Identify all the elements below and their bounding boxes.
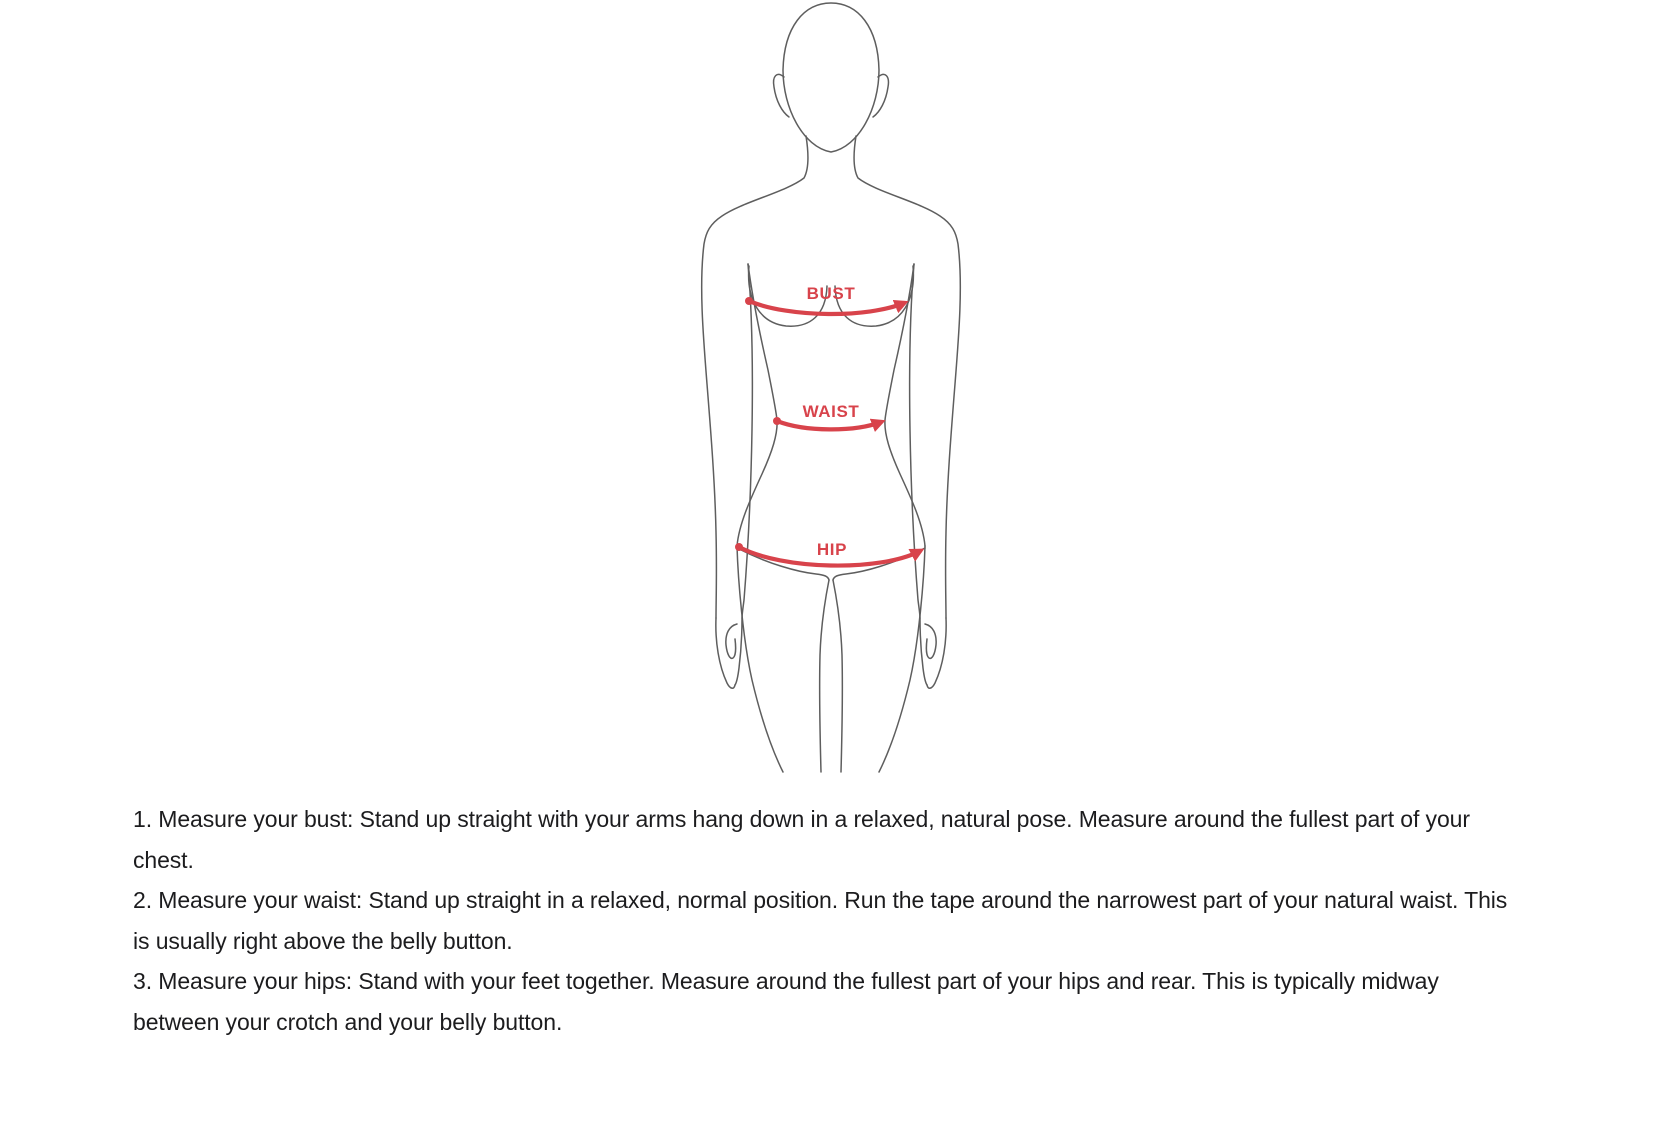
step-2-number: 2. [133, 887, 152, 913]
instruction-step-3 [133, 961, 1515, 1042]
waist-label: WAIST [802, 402, 860, 421]
waist-arrow [777, 421, 881, 429]
left-ear-outline [774, 74, 789, 117]
right-hand-outline [927, 618, 946, 688]
left-thumb-outline [726, 624, 737, 658]
right-shoulder-arm-outline [854, 136, 960, 618]
figure-illustration [600, 0, 980, 780]
left-inner-leg-outline [820, 580, 829, 772]
head-outline [783, 3, 879, 152]
right-inner-arm-outline [910, 264, 920, 618]
body-measurement-diagram [600, 0, 980, 780]
instruction-step-1 [133, 799, 1515, 880]
right-ear-outline [873, 74, 888, 117]
hip-label: HIP [816, 540, 848, 559]
instruction-step-2 [133, 880, 1515, 961]
left-outer-leg-outline [737, 546, 783, 772]
step-1-number: 1. [133, 806, 152, 832]
left-inner-arm-outline [742, 264, 752, 618]
bust-label: BUST [806, 284, 856, 303]
step-3-number: 3. [133, 968, 152, 994]
left-shoulder-arm-outline [702, 136, 808, 618]
step-3-text: Measure your hips: Stand with your feet together. Measure around the fullest part of your hips and rear. This is typically midway between your crotch and your belly button. [133, 968, 1439, 1035]
right-inner-leg-outline [833, 580, 842, 772]
right-thumb-outline [925, 624, 936, 658]
measurement-instructions [133, 799, 1515, 1042]
right-outer-leg-outline [879, 546, 925, 772]
left-hand-outline [716, 618, 735, 688]
step-1-text: Measure your bust: Stand up straight with your arms hang down in a relaxed, natural pose. Measure around the fullest part of your chest. [133, 806, 1470, 873]
step-2-text: Measure your waist: Stand up straight in a relaxed, normal position. Run the tape around the narrowest part of your natural waist. This is usually right above the belly button. [133, 887, 1508, 954]
